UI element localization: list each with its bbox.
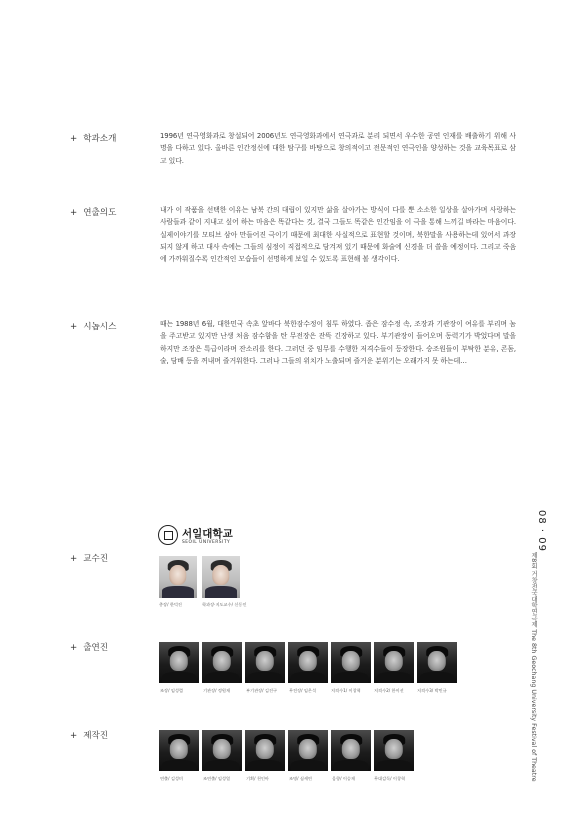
staff-caption: 무대감독/ 이창혁 <box>374 776 406 781</box>
staff-photo <box>288 730 328 771</box>
staff-photo <box>245 730 285 771</box>
section-label-directing: + 연출의도 <box>70 208 117 218</box>
staff-caption: 기획/ 천인아 <box>246 776 269 781</box>
page-numbers: 08 · 09 <box>536 510 547 552</box>
cast-caption: 저격수3/ 박민규 <box>417 688 447 693</box>
plus-icon: + <box>70 643 78 653</box>
staff-photo <box>159 730 199 771</box>
cast-photo <box>331 642 371 683</box>
section-label-synopsis: + 시놉시스 <box>70 322 117 332</box>
staff-photo <box>331 730 371 771</box>
cast-photo <box>374 642 414 683</box>
faculty-photo <box>159 556 197 598</box>
section-label-faculty: + 교수진 <box>70 554 109 564</box>
staff-photo <box>202 730 242 771</box>
section-label-cast: + 출연진 <box>70 643 109 653</box>
university-name-en: SEOIL UNIVERSITY <box>182 540 231 545</box>
university-logo <box>158 525 278 551</box>
faculty-photo <box>202 556 240 598</box>
university-seal-icon <box>158 525 178 545</box>
directing-text: 내가 이 작품을 선택한 이유는 남북 간의 대립이 있지만 삶을 살아가는 방식이 다를 뿐 소소한 일상을 살아가며 사랑하는 사람들과 같이 지내고 싶어 하는 마음은 똑같다는 것, 결국 그들도 똑같은 인간임을 이 극을 통해 느끼길 바라는 마음이다. 실제이야기를 모티브 삼아 만들어진 극이기 때문에 최대한 사실적으로 표현할 것이며, 북한말을 사용하는데 있어서 과장되지 않게 하고 대사 속에는 그들의 심정이 직접적으로 담겨져 있기 때문에 화술에 신경을 더 쓸을 예정이다. 그리고 죽음에 가까워질수록 인간적인 모습들이 선명하게 보일 수 있도록 표현해 볼 생각이다. <box>160 206 516 264</box>
cast-caption: 저격수1/ 이창혁 <box>331 688 361 693</box>
plus-icon: + <box>70 322 78 332</box>
staff-caption: 조연출/ 임성열 <box>203 776 231 781</box>
cast-photo <box>245 642 285 683</box>
plus-icon: + <box>70 731 78 741</box>
staff-photo <box>374 730 414 771</box>
plus-icon: + <box>70 134 78 144</box>
plus-icon: + <box>70 208 78 218</box>
faculty-caption: 총장/ 한덕진 <box>159 602 182 607</box>
staff-caption: 음향/ 이승재 <box>332 776 355 781</box>
staff-caption: 조명/ 심세연 <box>289 776 312 781</box>
cast-caption: 저격수2/ 한이선 <box>374 688 404 693</box>
cast-caption: 무전장/ 임은석 <box>289 688 317 693</box>
cast-caption: 부기관장/ 김진구 <box>246 688 278 693</box>
festival-title: 제8회 거창전국대학연극제 The 8th Geochang University Festival of Theatre <box>530 552 537 782</box>
synopsis-text: 때는 1988년 6월, 대한민국 속초 앞바다 북한잠수정이 침투 하였다. 좁은 잠수정 속, 조장과 기관장이 여유를 부리며 놈을 주고받고 있지만 난생 처음 잠수함을 탄 무전장은 잔뜩 긴장하고 있다. 부기관장이 들어오며 동력기가 박었다며 말을 하지만 조장은 특급이라며 잔소리를 한다. 그러던 중 임무를 수행한 저격수들이 등장한다. 승조원들이 부탁한 분유, 콘돔, 술, 담배 등을 꺼내며 즐거워한다. 그러나 그들의 위치가 노출되며 즐거운 분위기는 오래가지 못 하는데… <box>160 320 516 365</box>
cast-caption: 기관장/ 정원재 <box>203 688 231 693</box>
cast-photo <box>417 642 457 683</box>
cast-caption: 조장/ 임성렬 <box>160 688 183 693</box>
section-label-dept-intro: + 학과소개 <box>70 134 117 144</box>
cast-photo <box>288 642 328 683</box>
cast-photo <box>159 642 199 683</box>
section-label-staff: + 제작진 <box>70 731 109 741</box>
staff-caption: 연출/ 김성미 <box>160 776 183 781</box>
cast-photo <box>202 642 242 683</box>
plus-icon: + <box>70 554 78 564</box>
dept-intro-text: 1996년 연극영화과로 창설되어 2006년도 연극영화과에서 연극과로 분리 되면서 우수한 공연 인재를 배출하기 위해 사명을 다하고 있다. 올바른 인간정신에 대한 탐구를 바탕으로 창의적이고 전문적인 연극인을 양성하는 것을 교육목표로 삼고 있다. <box>160 132 516 165</box>
faculty-caption: 학과장·지도교수/ 신동인 <box>202 602 247 607</box>
university-name-ko: 서일대학교 <box>182 528 233 540</box>
